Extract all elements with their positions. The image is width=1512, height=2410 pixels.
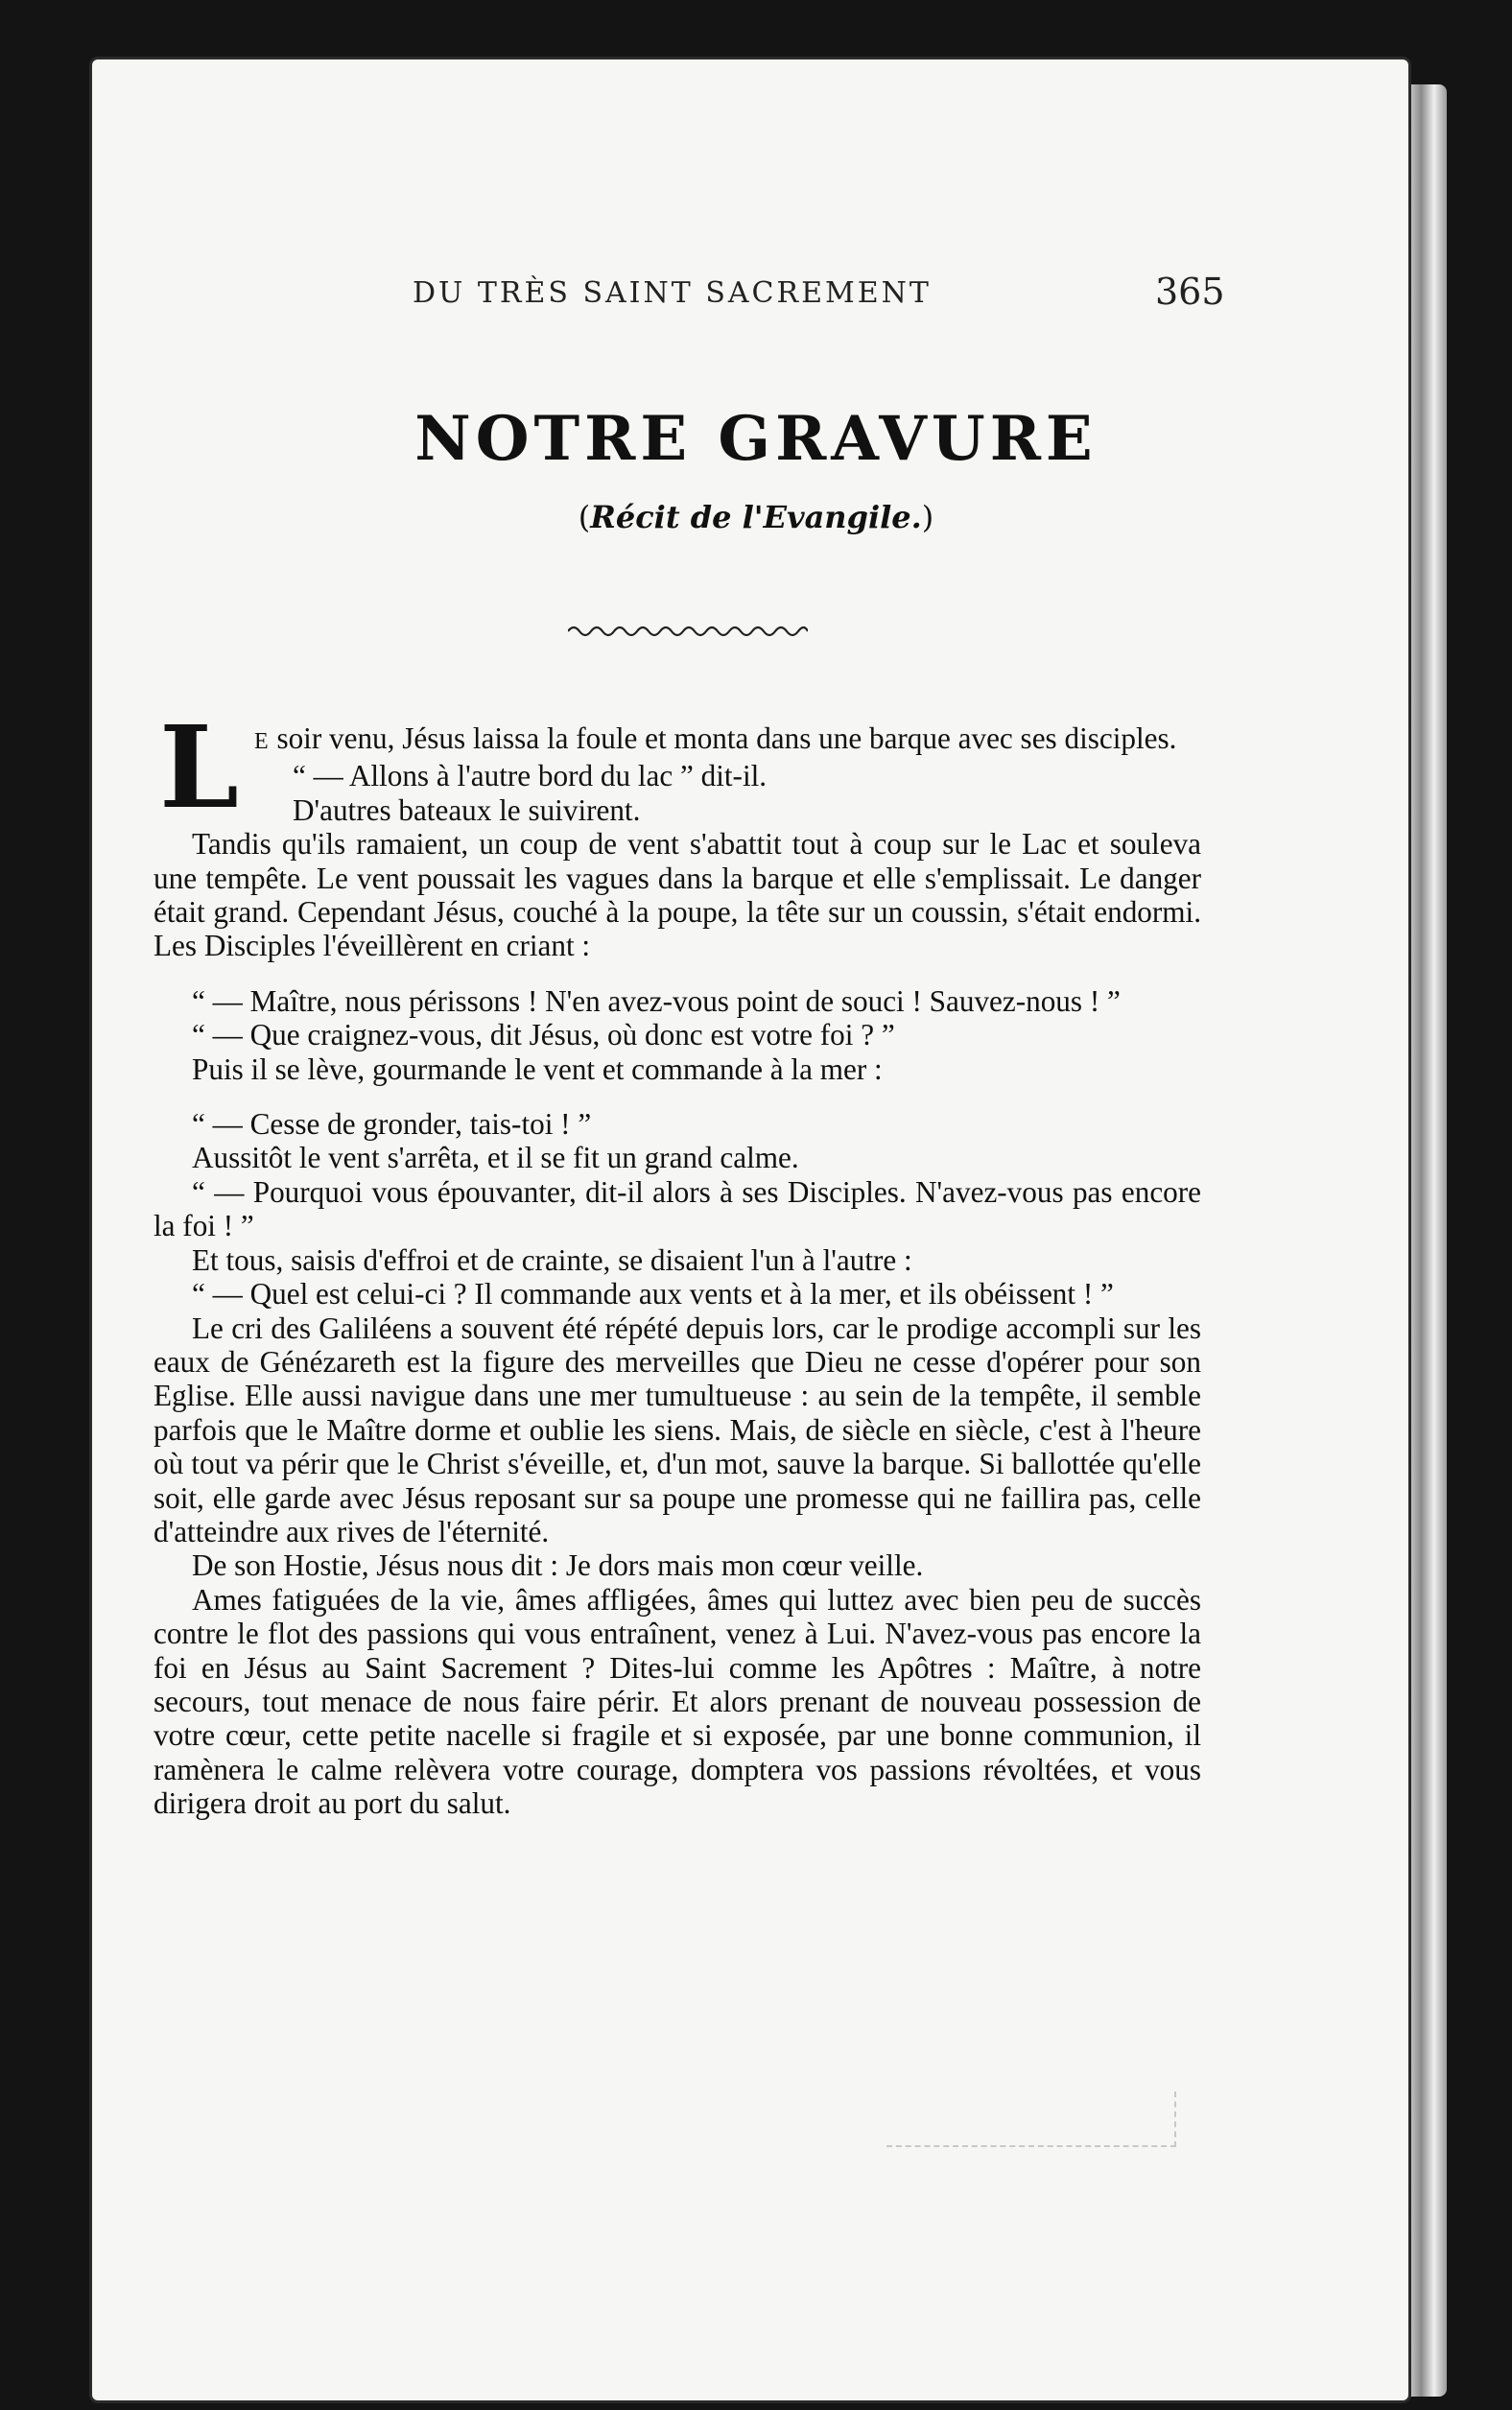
paragraph-13: Le cri des Galiléens a souvent été répété depuis lors, car le prodige accompli sur les eaux de Génézareth est la figure des merveilles que Dieu ne cesse d'opérer pour son Eglise. Elle aussi navigue dans une mer tumultueuse : au sein de la tempête, il semble parfois que le Maître dorme et oublie les siens. Mais, de siècle en siècle, c'est à l'heure où tout va périr que le Christ s'éveille, et, d'un mot, sauve la barque. Si ballottée qu'elle soit, elle garde avec Jésus reposant sur sa poupe une promesse qui ne faillira pas, celle d'atteindre aux rives de l'éternité. <box>154 1311 1201 1548</box>
paragraph-9: Aussitôt le vent s'arrêta, et il se fit un grand calme. <box>192 1141 799 1175</box>
paragraph-5: “ — Maître, nous périssons ! N'en avez-vous point de souci ! Sauvez-nous ! ” <box>192 983 1121 1018</box>
drop-cap: L <box>159 700 239 834</box>
wavy-ornament <box>568 622 808 641</box>
subtitle-italic: Récit de l'Evangile. <box>590 499 922 535</box>
running-head: DU TRÈS SAINT SACREMENT <box>413 276 932 310</box>
paragraph-6: “ — Que craignez-vous, dit Jésus, où donc est votre foi ? ” <box>192 1018 895 1052</box>
subtitle-open-paren: ( <box>578 499 591 535</box>
paragraph-8: “ — Cesse de gronder, tais-toi ! ” <box>192 1107 592 1142</box>
paragraph-text: soir venu, Jésus laissa la foule et monta dans une barque avec ses disciples. <box>269 721 1177 755</box>
paragraph-10: “ — Pourquoi vous épouvanter, dit-il alors à ses Disciples. N'avez-vous pas encore la foi ! ” <box>154 1174 1201 1243</box>
paragraph-3: D'autres bateaux le suivirent. <box>292 792 641 827</box>
article-subtitle <box>0 499 1512 535</box>
show-through-frame <box>886 2091 1176 2147</box>
subtitle-close-paren: ) <box>921 499 934 535</box>
first-word-smallcap: E <box>253 729 270 754</box>
article-body <box>154 700 1201 1821</box>
paragraph-14: De son Hostie, Jésus nous dit : Je dors mais mon cœur veille. <box>192 1548 924 1583</box>
paragraph-4: Tandis qu'ils ramaient, un coup de vent s'abattit tout à coup sur le Lac et souleva une tempête. Le vent poussait les vagues dans la barque et elle s'emplissait. Le danger était grand. Cependant Jésus, couché à la poupe, la tête sur un coussin, s'était endormi. Les Disciples l'éveillèrent en criant : <box>154 827 1201 963</box>
paragraph-11: Et tous, saisis d'effroi et de crainte, se disaient l'un à l'autre : <box>192 1242 912 1277</box>
paragraph-2: “ — Allons à l'autre bord du lac ” dit-il. <box>292 759 768 793</box>
article-title: NOTRE GRAVURE <box>414 403 1098 475</box>
paragraph-15: Ames fatiguées de la vie, âmes affligées, âmes qui luttez avec bien peu de succès contre le flot des passions qui vous entraînent, venez à Lui. N'avez-vous pas encore la foi en Jésus au Saint Sacrement ? Dites-lui comme les Apôtres : Maître, à notre secours, tout menace de nous faire périr. Et alors prenant de nouveau possession de votre cœur, cette petite nacelle si fragile et si exposée, par une bonne communion, il ramènera le calme relèvera votre courage, domptera vos passions révoltées, et vous dirigera droit au port du salut. <box>154 1582 1201 1821</box>
paragraph-12: “ — Quel est celui-ci ? Il commande aux vents et à la mer, et ils obéissent ! ” <box>192 1277 1114 1311</box>
page-number: 365 <box>1155 271 1225 313</box>
paragraph-7: Puis il se lève, gourmande le vent et commande à la mer : <box>192 1051 883 1086</box>
